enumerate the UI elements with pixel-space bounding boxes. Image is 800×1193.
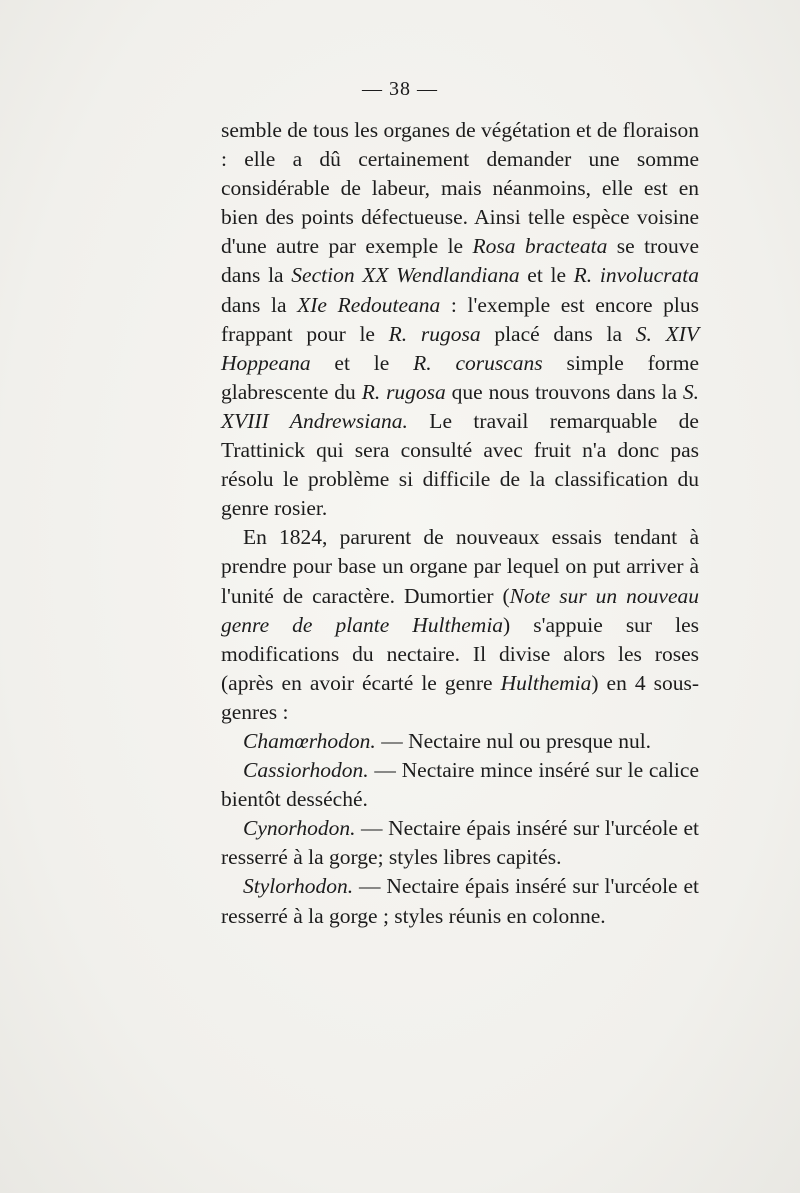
species-name: R. coruscans [413, 350, 543, 375]
text-run: que nous trouvons dans la [445, 379, 683, 404]
text-run: et le [519, 263, 574, 288]
text-run: Le travail remarquable de Trattinick qui sera consulté avec fruit n'a donc pas résolu le problème si difficile de la classification du genre rosier. [221, 408, 699, 521]
subgenus-entry [221, 814, 699, 872]
subgenus-description: — Nectaire nul ou presque nul. [375, 728, 652, 753]
section-name: S. XIV Hoppeana [221, 321, 699, 375]
subgenus-name: Chamœrhodon. [243, 728, 376, 753]
species-name: R. involucrata [573, 263, 699, 288]
subgenus-entry [221, 756, 699, 814]
paragraph-trattinick [221, 116, 699, 523]
subgenus-name: Cassiorhodon. [243, 758, 369, 783]
subgenus-name: Stylorhodon. [243, 874, 354, 899]
text-run: ) s'appuie sur les modifications du nectaire. Il divise alors les roses (après en avoir écarté le genre [221, 612, 700, 695]
text-run: ) en 4 sous-genres : [221, 670, 699, 724]
text-run: et le [310, 350, 414, 375]
body-text [221, 116, 699, 931]
subgenus-description: — Nectaire mince inséré sur le calice bientôt desséché. [221, 758, 699, 812]
section-name: Section XX Wendlandiana [291, 263, 520, 288]
subgenus-description: — Nectaire épais inséré sur l'urcéole et resserré à la gorge ; styles réunis en colonne. [221, 874, 699, 928]
text-run: dans la [221, 292, 298, 317]
text-run: : l'exemple est encore plus frappant pour le [221, 292, 699, 346]
species-name: R. rugosa [361, 379, 446, 404]
text-run: En 1824, parurent de nouveaux essais tendant à prendre pour base un organe par lequel on put arriver à l'unité de caractère. Dumortier ( [221, 525, 699, 608]
subgenus-description: — Nectaire épais inséré sur l'urcéole et resserré à la gorge; styles libres capités. [221, 816, 699, 870]
text-run: simple forme glabrescente du [221, 350, 699, 404]
subgenus-name: Cynorhodon. [243, 816, 356, 841]
species-name: R. rugosa [388, 321, 481, 346]
work-title: Note sur un nouveau genre de plante Hulthemia [221, 583, 699, 637]
species-name: Rosa bracteata [472, 234, 608, 259]
page-number: — 38 — [362, 78, 438, 100]
text-run: se trouve dans la [221, 234, 699, 288]
subgenus-entry [221, 872, 699, 930]
genus-name: Hulthemia [500, 670, 592, 695]
subgenus-entry [221, 727, 699, 756]
paragraph-dumortier [221, 523, 699, 727]
section-name: XIe Redouteana [297, 292, 441, 317]
section-name: S. XVIII Andrewsiana. [221, 379, 700, 433]
text-run: semble de tous les organes de végétation et de floraison : elle a dû certainement demander une somme considérable de labeur, mais néanmoins, elle est en bien des points défectueuse. Ainsi telle espèce voisine d'une autre par exemple le [221, 118, 699, 259]
text-run: placé dans la [480, 321, 636, 346]
